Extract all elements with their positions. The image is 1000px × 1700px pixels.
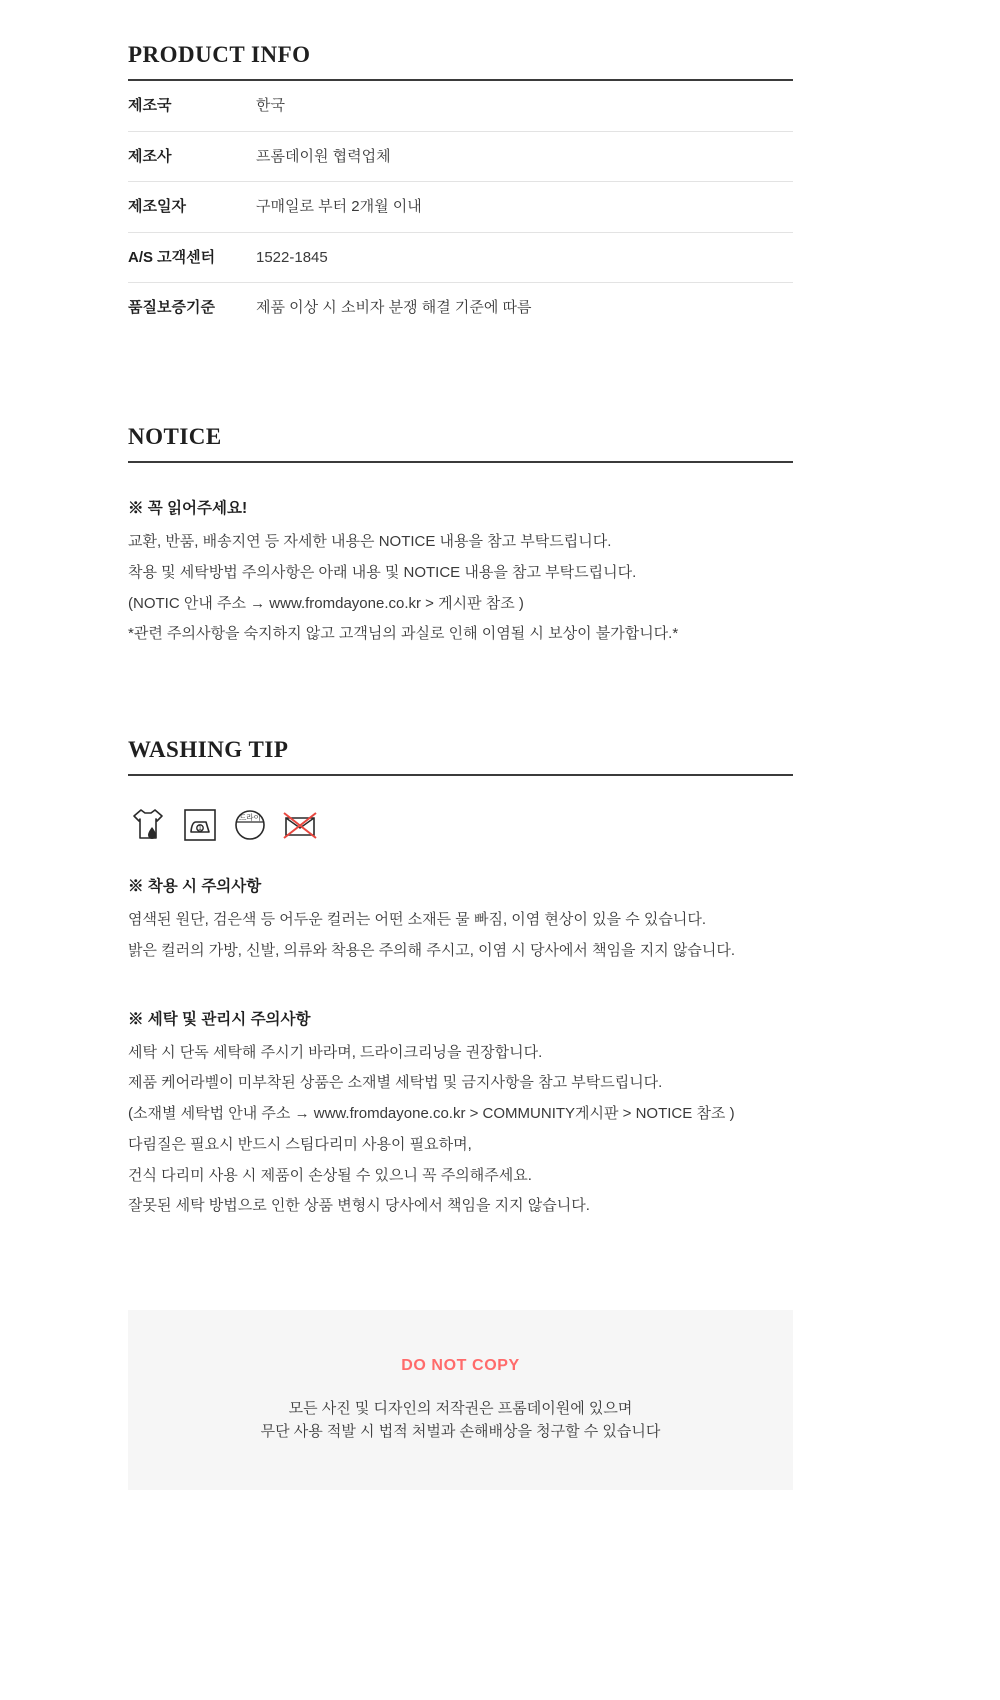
washing-tip-heading: WASHING TIP [128, 737, 289, 762]
product-info-table [128, 81, 793, 333]
wash-caution-line: 다림질은 필요시 반드시 스팀다리미 사용이 필요하며, [128, 1135, 472, 1153]
wash-caution-line: 제품 케어라벨이 미부착된 상품은 소재별 세탁법 및 금지사항을 참고 부탁드립니다. [128, 1074, 663, 1092]
notice-line: 교환, 반품, 배송지연 등 자세한 내용은 NOTICE 내용을 참고 부탁드립니다. [128, 533, 612, 550]
iron-low-heat-icon [182, 807, 218, 843]
spec-value: 1522-1845 [256, 248, 328, 266]
spec-value: 제품 이상 시 소비자 분쟁 해결 기준에 따름 [256, 299, 532, 316]
svg-text:드라이: 드라이 [239, 813, 261, 822]
table-row [128, 283, 793, 333]
copyright-notice [128, 1310, 793, 1490]
spec-label: A/S 고객센터 [128, 248, 216, 266]
hand-wash-icon [128, 806, 168, 844]
spec-label: 품질보증기준 [128, 299, 215, 316]
wash-caution-line: 세탁 시 단독 세탁해 주시기 바라며, 드라이크리닝을 권장합니다. [128, 1043, 543, 1061]
notice-subheading: ※ 꼭 읽어주세요! [128, 500, 248, 517]
washing-tip-section [128, 737, 793, 1226]
spec-label: 제조일자 [128, 198, 186, 215]
spec-value: 구매일로 부터 2개월 이내 [256, 198, 422, 215]
table-row [128, 182, 793, 233]
spec-label: 제조사 [128, 147, 172, 165]
washing-symbols [128, 806, 793, 844]
notice-section [128, 424, 793, 654]
product-info-section [128, 42, 793, 333]
table-row [128, 131, 793, 182]
copyright-line: 모든 사진 및 디자인의 저작권은 프롬데이원에 있으며 [288, 1399, 633, 1417]
table-row [128, 232, 793, 283]
svg-text:1: 1 [198, 825, 202, 833]
wear-caution-line: 밝은 컬러의 가방, 신발, 의류와 착용은 주의해 주시고, 이염 시 당사에서 책임을 지지 않습니다. [128, 941, 735, 959]
wear-caution-subheading: ※ 착용 시 주의사항 [128, 878, 262, 895]
copyright-title: DO NOT COPY [401, 1356, 520, 1374]
notice-line: (NOTIC 안내 주소 → www.fromdayone.co.kr > 게시판 참조 ) [128, 594, 524, 612]
washing-tip-divider [128, 774, 793, 776]
notice-heading: NOTICE [128, 424, 222, 449]
wash-caution-line: (소재별 세탁법 안내 주소 → www.fromdayone.co.kr > COMMUNITY게시판 > NOTICE 참조 ) [128, 1105, 735, 1122]
wash-caution-subheading: ※ 세탁 및 관리시 주의사항 [128, 1010, 311, 1028]
table-row [128, 81, 793, 131]
wash-caution-line: 건식 다리미 사용 시 제품이 손상될 수 있으니 꼭 주의해주세요. [128, 1166, 532, 1184]
spec-value: 한국 [256, 97, 285, 114]
copyright-line: 무단 사용 적발 시 법적 처벌과 손해배상을 청구할 수 있습니다 [260, 1423, 661, 1440]
spec-value: 프롬데이원 협력업체 [256, 147, 391, 165]
wash-caution-line: 잘못된 세탁 방법으로 인한 상품 변형시 당사에서 책임을 지지 않습니다. [128, 1197, 590, 1215]
product-info-heading: PRODUCT INFO [128, 42, 311, 67]
notice-line: *관련 주의사항을 숙지하지 않고 고객님의 과실로 인해 이염될 시 보상이 불가합니다.* [128, 625, 679, 643]
spec-label: 제조국 [128, 97, 172, 114]
dry-clean-icon [232, 807, 268, 843]
notice-line: 착용 및 세탁방법 주의사항은 아래 내용 및 NOTICE 내용을 참고 부탁드립니다. [128, 563, 637, 581]
no-tumble-dry-icon [282, 807, 318, 843]
wear-caution-line: 염색된 원단, 검은색 등 어두운 컬러는 어떤 소재든 물 빠짐, 이염 현상이 있을 수 있습니다. [128, 911, 707, 928]
